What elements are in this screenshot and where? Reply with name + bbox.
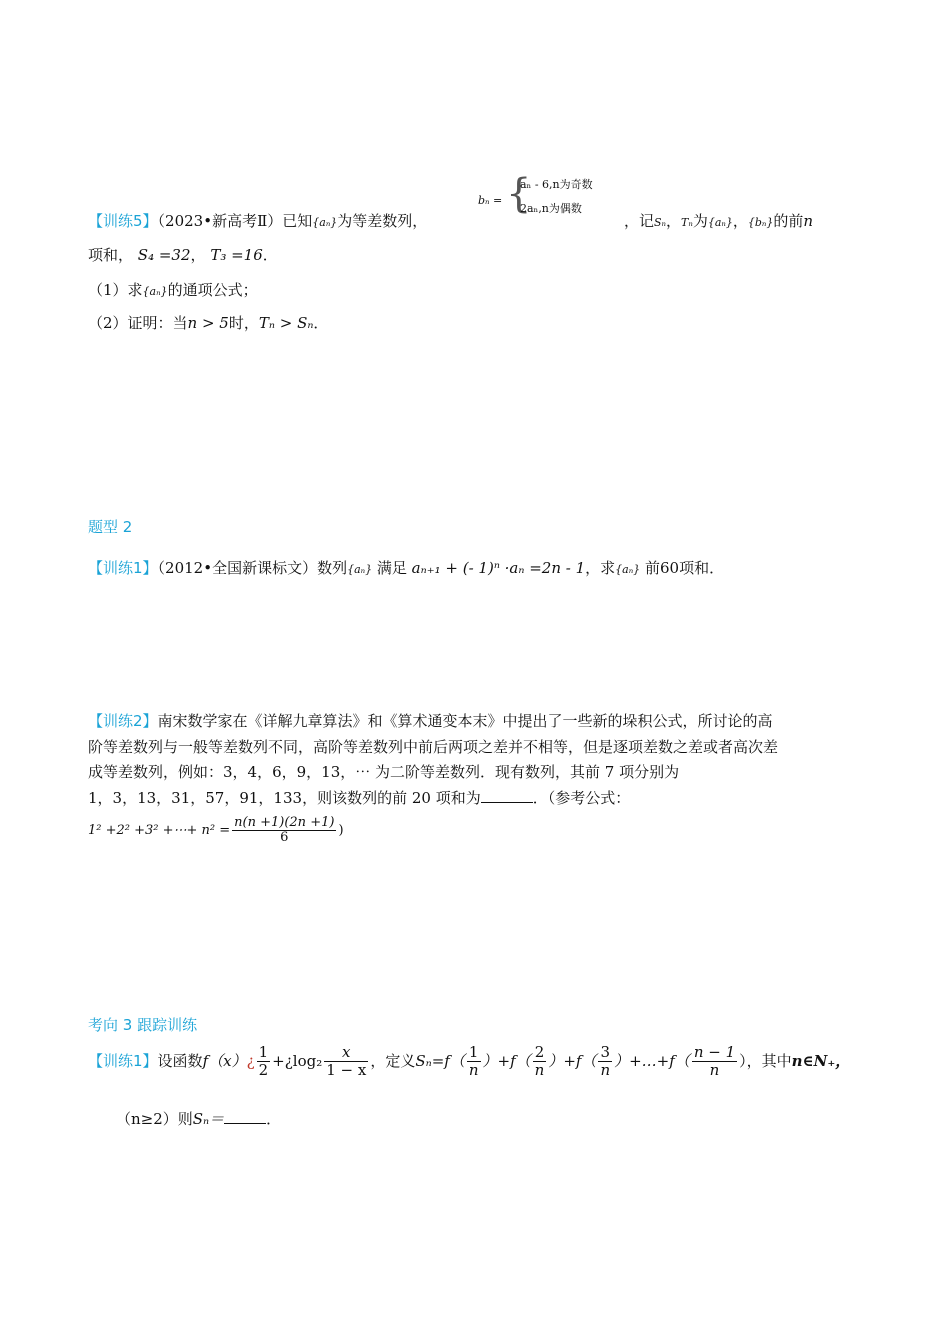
f2-den: n: [534, 1060, 545, 1079]
condition: n∈N₊，: [791, 1052, 851, 1070]
type2-t2-text4a: 1，3，13，31，57，91，133，则该数列的前 20 项和为: [88, 789, 481, 807]
type2-t2-line2: 阶等差数列与一般等差数列不同，高阶等差数列中前后两项之差并不相等，但是逐项差数之差或者高次差: [88, 738, 779, 756]
direction3-heading: 考向 3 跟踪训练: [88, 1016, 198, 1034]
q1-text-a: （1）求: [88, 281, 143, 299]
x-den: 1 − x: [326, 1060, 367, 1079]
sn-symbol: Sₙ: [654, 216, 667, 229]
type2-t2-text1: 南宋数学家在《详解九章算法》和《算术通变本末》中提出了一些新的垛积公式，所讨论的高: [157, 712, 773, 730]
q2-condition: n > 5: [187, 314, 229, 332]
piecewise-brace: {: [506, 171, 532, 217]
direction3-line1: [88, 1044, 850, 1078]
type2-t1-text-e: 项和．: [679, 559, 725, 577]
training5-text4: 的前: [773, 212, 804, 230]
q2-text-b: 时，: [228, 314, 259, 332]
training5-text2: ，记: [624, 212, 655, 230]
f4-den: n: [709, 1060, 720, 1079]
f2-fraction: [533, 1044, 547, 1078]
piecewise-case-2: 2aₙ,n为偶数: [520, 202, 582, 215]
training5-q2: [88, 314, 328, 332]
formula-numerator: n(n +1)(2n +1): [234, 815, 335, 830]
direction3-tag: 【训练1】: [88, 1052, 158, 1070]
formula-fraction: [232, 816, 336, 846]
training5-text3: 为: [692, 212, 708, 230]
training5-line2: [88, 246, 278, 264]
seq-a-2: {aₙ}: [707, 216, 733, 229]
s4-value: S₄ =32: [137, 246, 191, 264]
type2-t2-text4b: ．（参考公式：: [532, 789, 631, 807]
type2-t1-text-b: 满足: [376, 559, 407, 577]
answer-blank-2[interactable]: [224, 1111, 266, 1124]
sn-def: Sₙ=f（: [415, 1052, 465, 1070]
training5-line1-right: [624, 212, 813, 230]
f1-fraction: [467, 1044, 481, 1078]
direction3-text-a: 设函数: [157, 1052, 203, 1070]
half-den: 2: [258, 1060, 269, 1079]
type2-t1-num: 60: [659, 559, 680, 577]
glyph: ¿: [246, 1052, 255, 1070]
seq-a-3: {aₙ}: [142, 285, 168, 298]
p4: ），其中: [739, 1052, 792, 1070]
p1: ）+f（: [482, 1052, 531, 1070]
training5-text1: 为等差数列，: [337, 212, 428, 230]
formula-denominator: 6: [280, 830, 289, 846]
type2-t1-seq: {aₙ}: [347, 563, 373, 576]
type2-t1-tag: 【训练1】: [88, 559, 158, 577]
training5-line2-text: 项和，: [88, 246, 134, 264]
x-num: x: [324, 1044, 368, 1062]
seq-a: {aₙ}: [312, 216, 338, 229]
comma-3: ，: [190, 246, 206, 264]
direction3-text-b: ，定义: [370, 1052, 416, 1070]
period: ．: [262, 246, 278, 264]
type2-t2-line1: [88, 712, 773, 730]
line2-end: ．: [266, 1110, 282, 1128]
type2-t1-text-c: ，求: [585, 559, 616, 577]
training5-tag: 【训练5】: [88, 212, 158, 230]
type2-t2-tag: 【训练2】: [88, 712, 158, 730]
q2-text-a: （2）证明：当: [88, 314, 188, 332]
p3: ）+…+f（: [614, 1052, 690, 1070]
type2-t1-text-d: 前: [644, 559, 660, 577]
half-num: 1: [258, 1043, 269, 1061]
q1-text-b: 的通项公式；: [167, 281, 258, 299]
type2-t1-formula: aₙ₊₁ + (- 1)ⁿ ·aₙ =2n - 1: [411, 559, 586, 577]
training5-line1: [88, 212, 427, 230]
f1-num: 1: [467, 1044, 481, 1062]
n-symbol: n: [803, 212, 814, 230]
f3-fraction: [598, 1044, 612, 1078]
type2-t2-formula: [88, 816, 344, 846]
f4-fraction: [692, 1044, 737, 1078]
fx: f（x）: [202, 1052, 247, 1070]
comma-2: ，: [732, 212, 748, 230]
line2-text: （n≥2）则: [116, 1110, 193, 1128]
x-fraction: [324, 1044, 368, 1078]
training5-q1: [88, 281, 258, 299]
formula-lhs: 1² +2² +3² +⋯+ n² =: [88, 823, 231, 838]
p2: ）+f（: [548, 1052, 597, 1070]
q2-inequality: Tₙ > Sₙ: [258, 314, 314, 332]
f3-den: n: [600, 1060, 611, 1079]
comma: ，: [666, 212, 682, 230]
plus-log: +¿log₂: [272, 1052, 323, 1070]
type2-training1: [88, 559, 724, 577]
type2-t1-seq-2: {aₙ}: [615, 563, 641, 576]
formula-close: ): [338, 823, 344, 838]
half-fraction: [257, 1044, 271, 1078]
type2-t2-line3: 成等差数列，例如：3，4，6，9，13，⋯ 为二阶等差数列．现有数列，其前 7 项分别为: [88, 763, 680, 781]
f3-num: 3: [598, 1044, 612, 1062]
f4-num: n − 1: [693, 1043, 736, 1061]
answer-blank[interactable]: [481, 790, 533, 803]
seq-b: {bₙ}: [747, 216, 774, 229]
t3-value: T₃ =16: [210, 246, 263, 264]
f1-den: n: [468, 1060, 479, 1079]
bn-label: bₙ =: [478, 194, 503, 207]
tn-symbol: Tₙ: [681, 216, 693, 229]
type2-heading: 题型 2: [88, 518, 133, 536]
training5-source: （2023•新高考Ⅱ）已知: [157, 212, 313, 230]
q2-end: ．: [313, 314, 329, 332]
direction3-line2: [116, 1110, 281, 1128]
type2-t1-text-a: （2012•全国新课标文）数列: [157, 559, 348, 577]
piecewise-case-1: aₙ - 6,n为奇数: [520, 178, 593, 191]
type2-t2-line4: [88, 789, 630, 807]
f2-num: 2: [533, 1044, 547, 1062]
line2-sn: Sₙ＝: [192, 1110, 225, 1128]
